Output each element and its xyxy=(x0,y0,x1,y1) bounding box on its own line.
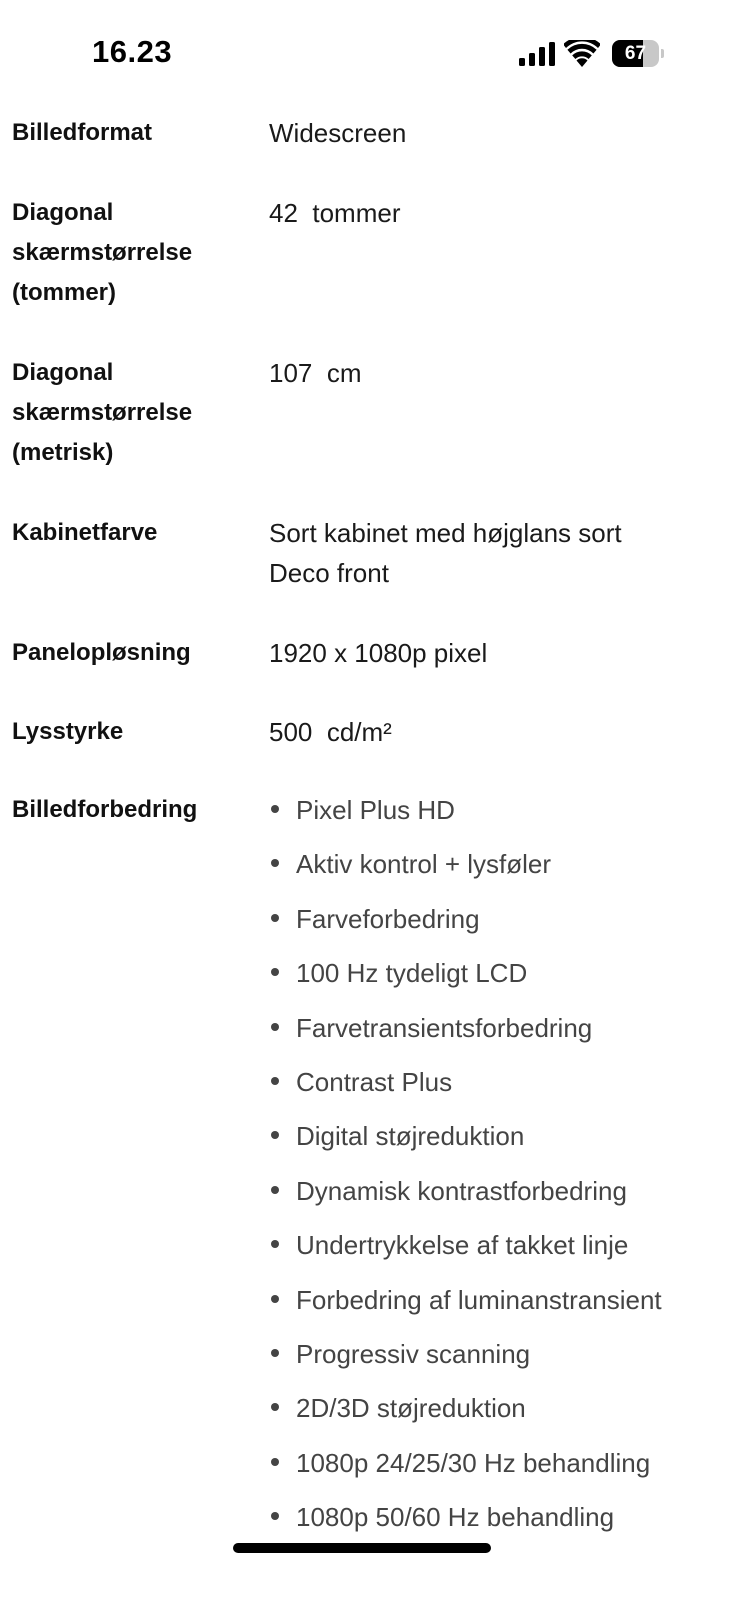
list-item xyxy=(269,1062,662,1116)
list-item-text: 1080p 24/25/30 Hz behandling xyxy=(296,1447,651,1478)
list-item-text: Farveforbedring xyxy=(296,903,480,934)
list-item xyxy=(269,1280,662,1334)
home-indicator[interactable] xyxy=(233,1543,491,1553)
spec-label: Diagonal skærmstørrelse (metrisk) xyxy=(12,359,193,466)
bullet-icon xyxy=(271,1131,279,1139)
list-item-text: Digital støjreduktion xyxy=(296,1121,525,1152)
bullet-icon xyxy=(271,1023,279,1031)
bullet-icon xyxy=(271,1077,279,1085)
status-bar xyxy=(0,0,738,100)
spec-label: Panelopløsning xyxy=(12,639,191,666)
spec-value: 42 tommer xyxy=(269,198,401,228)
list-item-text: Dynamisk kontrastforbedring xyxy=(296,1175,627,1206)
bullet-icon xyxy=(271,805,279,813)
spec-value: 1920 x 1080p pixel xyxy=(269,638,488,668)
list-item xyxy=(269,1008,662,1062)
list-item-text: Forbedring af luminanstransient xyxy=(296,1284,662,1315)
list-item-text: Undertrykkelse af takket linje xyxy=(296,1230,629,1261)
list-item xyxy=(269,1116,662,1170)
list-item-text: Aktiv kontrol + lysføler xyxy=(296,849,552,880)
spec-label: Billedformat xyxy=(12,119,153,146)
list-item xyxy=(269,844,662,898)
list-item xyxy=(269,1334,662,1388)
list-item xyxy=(269,1171,662,1225)
bullet-icon xyxy=(271,1186,279,1194)
list-item-text: 100 Hz tydeligt LCD xyxy=(296,958,528,989)
bullet-icon xyxy=(271,1295,279,1303)
battery-icon xyxy=(612,40,664,68)
picture-enhancement-list xyxy=(269,790,662,1551)
list-item-text: Progressiv scanning xyxy=(296,1338,531,1369)
list-item xyxy=(269,1225,662,1279)
cellular-signal-icon xyxy=(519,42,555,66)
bullet-icon xyxy=(271,1240,279,1248)
list-item-text: 1080p 50/60 Hz behandling xyxy=(296,1502,615,1533)
bullet-icon xyxy=(271,1349,279,1357)
list-item xyxy=(269,1388,662,1442)
list-item-text: Farvetransientsforbedring xyxy=(296,1012,593,1043)
spec-label: Lysstyrke xyxy=(12,718,124,745)
spec-value: 500 cd/m² xyxy=(269,717,392,747)
spec-label: Billedforbedring xyxy=(12,796,198,823)
battery-body xyxy=(612,40,659,67)
spec-value: 107 cm xyxy=(269,358,362,388)
status-time: 16.23 xyxy=(92,34,173,69)
spec-label: Kabinetfarve xyxy=(12,519,158,546)
battery-tip xyxy=(661,49,664,58)
battery-level: 67 xyxy=(624,43,647,64)
bullet-icon xyxy=(271,1403,279,1411)
list-item xyxy=(269,899,662,953)
list-item-text: Pixel Plus HD xyxy=(296,795,455,825)
list-item xyxy=(269,1443,662,1497)
wifi-icon xyxy=(564,40,600,67)
bullet-icon xyxy=(271,1512,279,1520)
bullet-icon xyxy=(271,914,279,922)
list-item xyxy=(269,953,662,1007)
list-item xyxy=(269,790,662,844)
bullet-icon xyxy=(271,968,279,976)
spec-value: Sort kabinet med højglans sort Deco front xyxy=(269,518,629,588)
spec-label: Diagonal skærmstørrelse (tommer) xyxy=(12,199,193,306)
list-item-text: 2D/3D støjreduktion xyxy=(296,1393,526,1424)
list-item-text: Contrast Plus xyxy=(296,1066,453,1097)
bullet-icon xyxy=(271,859,279,867)
spec-value: Widescreen xyxy=(269,118,407,148)
bullet-icon xyxy=(271,1458,279,1466)
